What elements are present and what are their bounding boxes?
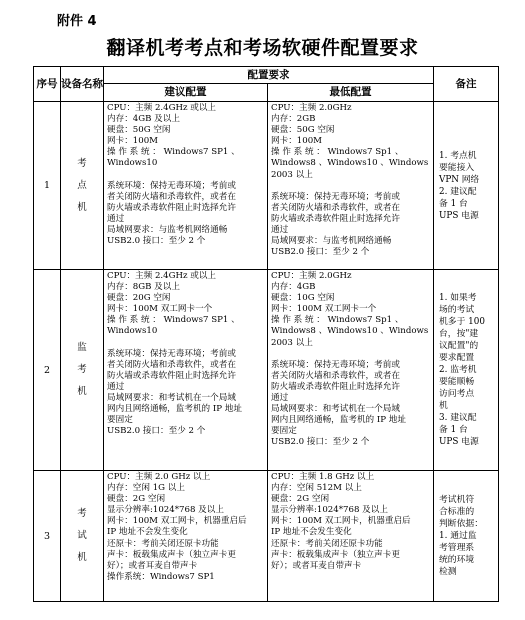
text-line: VPN 网络 [439, 174, 480, 185]
text-line: 网内且网络通畅，监考机的 IP 地址 [107, 404, 242, 415]
text-line: 声卡：板载集成声卡（独立声卡更 [107, 549, 236, 560]
text-line: 还原卡：考前关闭还原卡功能 [107, 538, 219, 549]
row-minimum-config [268, 270, 434, 471]
text-line: 通过 [271, 225, 289, 236]
text-line [107, 170, 265, 181]
text-line: CPU：主频 2.0 GHz 以上 [107, 472, 211, 482]
text-line: 系统环境：保持无毒环境；考前或 [107, 180, 236, 191]
text-line: 还原卡：考前关闭还原卡功能 [271, 538, 383, 549]
text-line: 要能顺畅 [439, 377, 475, 387]
text-line: 1. 考点机 [439, 150, 477, 161]
text-line [271, 181, 431, 192]
text-line: 访问考点 [439, 389, 475, 399]
page-title: 翻译机考考点和考场软硬件配置要求 [106, 37, 419, 59]
text-line: UPS 电源 [439, 437, 479, 447]
text-line: 操作系统：Windows7 SP1 [107, 571, 215, 582]
text-line: 台，按"建 [439, 329, 479, 339]
text-line: 防火墙或杀毒软件阻止时选择允许 [107, 370, 236, 381]
row-device [61, 471, 104, 602]
row-notes [434, 270, 499, 471]
text-line: Windows8 、Windows10 、Windows [271, 326, 429, 337]
row-recommended-config [104, 270, 268, 471]
text-line: 操 作 系 统 ： Windows7 Sp1 、 [271, 315, 404, 326]
text-line: USB2.0 接口：至少 2 个 [107, 236, 206, 247]
row-notes [434, 102, 499, 270]
text-line: 内存：2GB [271, 114, 316, 125]
device-char: 考 [77, 508, 87, 519]
text-line: 内存：8GB 及以上 [107, 282, 180, 293]
text-line: 网卡：100M 双工网卡一个 [107, 304, 213, 315]
text-line: 备 1 台 [439, 425, 468, 435]
text-line: 考管理系 [439, 543, 475, 553]
row-recommended-config [104, 102, 268, 270]
row-recommended-config [104, 471, 268, 602]
device-char: 试 [77, 530, 87, 541]
text-line: 操 作 系 统 ： Windows7 Sp1 、 [271, 147, 404, 158]
text-line: 机多于 100 [439, 317, 485, 327]
row-index: 3 [34, 471, 61, 602]
text-line: 硬盘：50G 空闲 [271, 125, 335, 136]
text-line: 防火墙或杀毒软件阻止时选择允许 [107, 202, 236, 213]
attachment-label: 附件 4 [57, 14, 97, 29]
text-line: 内存：4GB 及以上 [107, 114, 180, 125]
text-line: 硬盘：20G 空闲 [107, 293, 171, 304]
text-line: 硬盘：50G 空闲 [107, 125, 171, 136]
table-subheader-row [34, 84, 499, 102]
text-line: 要固定 [107, 415, 133, 426]
text-line: 备 1 台 [439, 198, 468, 209]
text-line: CPU：主频 2.0GHz [271, 271, 352, 281]
text-line: 合标准的 [439, 507, 475, 517]
device-char: 考 [77, 364, 87, 375]
text-line: 要能接入 [439, 162, 475, 173]
text-line: 好）；或者耳麦自带声卡 [271, 560, 362, 571]
text-line: USB2.0 接口：至少 2 个 [271, 247, 370, 258]
row-device [61, 270, 104, 471]
text-line: 检测 [439, 567, 457, 577]
text-line: CPU：主频 2.4GHz 或以上 [107, 103, 217, 113]
text-line: IP 地址不会发生变化 [271, 527, 352, 538]
text-line: USB2.0 接口：至少 2 个 [271, 437, 370, 448]
row-minimum-config [268, 102, 434, 270]
text-line: CPU：主频 1.8 GHz 以上 [271, 472, 375, 482]
text-line: 1. 通过监 [439, 531, 477, 541]
device-char: 监 [77, 342, 87, 353]
row-notes [434, 471, 499, 602]
text-line: 者关闭防火墙和杀毒软件，或者在 [271, 370, 400, 381]
header-index: 序号 [34, 67, 61, 102]
text-line: 2003 以上 [271, 337, 313, 348]
text-line: 防火墙或杀毒软件阻止时选择允许 [271, 381, 400, 392]
text-line: USB2.0 接口：至少 2 个 [107, 426, 206, 437]
text-line: 者关闭防火墙和杀毒软件，或者在 [271, 202, 400, 213]
text-line: 防火墙或杀毒软件阻止时选择允许 [271, 213, 400, 224]
text-line: 硬盘：2G 空闲 [107, 494, 166, 505]
text-line: 操 作 系 统 ： Windows7 SP1 、 [107, 147, 240, 158]
device-char: 机 [77, 386, 87, 397]
header-notes: 备注 [434, 67, 499, 102]
text-line: 统的环境 [439, 555, 475, 565]
text-line: 局域网要求：和考试机在一个局域 [271, 404, 400, 415]
text-line: 2003 以上 [271, 169, 313, 180]
device-char: 机 [77, 201, 87, 213]
text-line: 网卡：100M 双工网卡，机器重启后 [271, 516, 411, 527]
row-device [61, 102, 104, 270]
table-row [34, 270, 499, 471]
device-char: 机 [77, 552, 87, 563]
row-minimum-config [268, 471, 434, 602]
text-line: 要固定 [271, 426, 297, 437]
header-recommended: 建议配置 [104, 84, 268, 102]
text-line: 系统环境：保持无毒环境；考前或 [107, 348, 236, 359]
text-line: 网卡：100M [271, 136, 322, 147]
text-line: 2. 建议配 [439, 186, 477, 197]
header-minimum: 最低配置 [268, 84, 434, 102]
header-config: 配置要求 [104, 67, 434, 84]
text-line: 通过 [271, 393, 289, 404]
text-line: CPU：主频 2.4GHz 或以上 [107, 271, 217, 281]
text-line: Windows8 、Windows10 、Windows [271, 158, 429, 169]
device-char: 考 [77, 157, 87, 169]
row-index: 2 [34, 270, 61, 471]
table-header-row [34, 67, 499, 84]
text-line: 显示分辨率:1024*768 及以上 [107, 505, 224, 516]
text-line: CPU：主频 2.0GHz [271, 103, 352, 113]
text-line: 议配置"的 [439, 341, 479, 351]
text-line: 2. 监考机 [439, 365, 477, 375]
table-row [34, 471, 499, 602]
table-row [34, 102, 499, 270]
text-line: 判断依据： [439, 519, 483, 529]
text-line: 者关闭防火墙和杀毒软件，或者在 [107, 359, 236, 370]
text-line: 者关闭防火墙和杀毒软件，或者在 [107, 191, 236, 202]
text-line: 声卡：板载集成声卡（独立声卡更 [271, 549, 400, 560]
text-line: 系统环境：保持无毒环境；考前或 [271, 191, 400, 202]
text-line: 好）；或者耳麦自带声卡 [107, 560, 198, 571]
row-index: 1 [34, 102, 61, 270]
config-table [33, 66, 499, 602]
text-line: 显示分辨率:1024*768 及以上 [271, 505, 388, 516]
text-line: 内存：空闲 1G 以上 [107, 483, 185, 494]
text-line: 系统环境：保持无毒环境；考前或 [271, 359, 400, 370]
text-line: 局域网要求：与监考机网络通畅 [107, 225, 228, 236]
text-line: 硬盘：10G 空闲 [271, 293, 335, 304]
text-line: Windows10 [107, 158, 158, 169]
text-line: 机 [439, 401, 448, 411]
text-line: 通过 [107, 381, 125, 392]
text-line: 局域网要求：与监考机网络通畅 [271, 236, 392, 247]
text-line: 通过 [107, 213, 125, 224]
text-line: 场的考试 [439, 305, 475, 315]
text-line: 要求配置 [439, 353, 475, 363]
text-line [107, 338, 265, 349]
text-line: 局域网要求：和考试机在一个局域 [107, 393, 236, 404]
text-line [271, 349, 431, 360]
text-line: 硬盘：2G 空闲 [271, 494, 330, 505]
text-line: 网卡：100M 双工网卡一个 [271, 304, 377, 315]
text-line: 内存：4GB [271, 282, 316, 293]
text-line: 网内且网络通畅，监考机的 IP 地址 [271, 415, 406, 426]
text-line: 考试机符 [439, 495, 475, 505]
text-line: 1. 如果考 [439, 293, 477, 303]
text-line: 3. 建议配 [439, 413, 477, 423]
text-line: 内存：空闲 512M 以上 [271, 483, 362, 494]
text-line: 网卡：100M 双工网卡，机器重启后 [107, 516, 247, 527]
text-line: IP 地址不会发生变化 [107, 527, 188, 538]
device-char: 点 [77, 179, 87, 191]
header-device: 设备名称 [61, 67, 104, 102]
text-line: 操 作 系 统 ： Windows7 SP1 、 [107, 315, 240, 326]
text-line: UPS 电源 [439, 210, 479, 221]
text-line: 网卡：100M [107, 136, 158, 147]
text-line: Windows10 [107, 326, 158, 337]
